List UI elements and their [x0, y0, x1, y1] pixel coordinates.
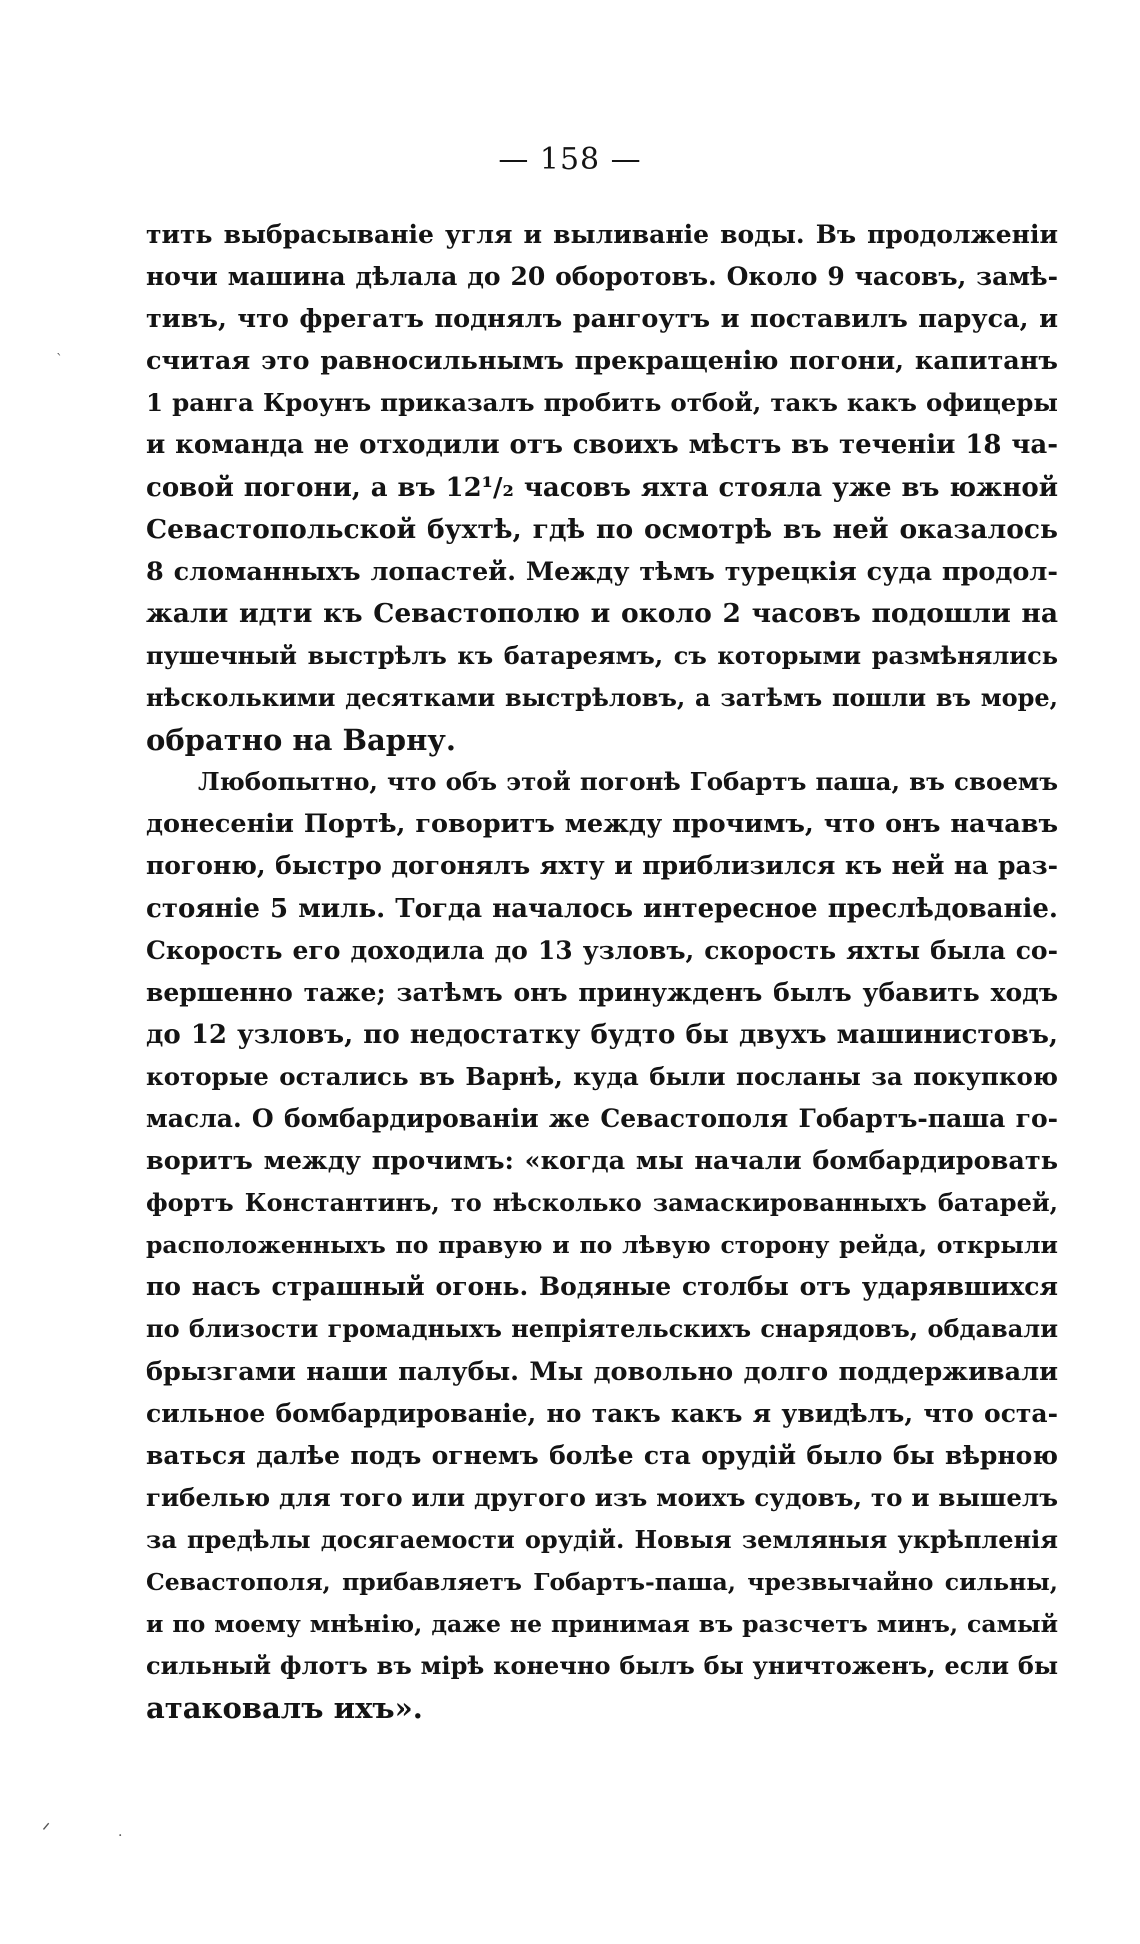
text-line: погоню, быстро догонялъ яхту и приблизился къ ней на раз-: [146, 851, 1058, 881]
text-line: которые остались въ Варнѣ, куда были посланы за покупкою: [146, 1061, 1058, 1091]
text-line: гибелью для того или другого изъ моихъ судовъ, то и вышелъ: [146, 1482, 1058, 1512]
text-line: фортъ Константинъ, то нѣсколько замаскированныхъ батарей,: [146, 1188, 1058, 1218]
text-line: совой погони, а въ 12¹/₂ часовъ яхта стояла уже въ южной: [146, 472, 1058, 503]
text-line: Скорость его доходила до 13 узловъ, скорость яхты была со-: [146, 935, 1058, 965]
text-line: ночи машина дѣлала до 20 оборотовъ. Около 9 часовъ, замѣ-: [146, 262, 1058, 292]
text-line: 8 сломанныхъ лопастей. Между тѣмъ турецкія суда продол-: [146, 556, 1058, 587]
text-line: и по моему мнѣнію, даже не принимая въ разсчетъ минъ, самый: [146, 1610, 1058, 1639]
paragraph-1: [146, 214, 1058, 761]
body-text: [146, 214, 1058, 1729]
margin-stroke-mark: ᐟ: [42, 1818, 51, 1842]
text-line: 1 ранга Кроунъ приказалъ пробить отбой, такъ какъ офицеры: [146, 388, 1058, 418]
text-line: тивъ, что фрегатъ поднялъ рангоутъ и поставилъ паруса, и: [146, 304, 1058, 335]
text-line: сильное бомбардированіе, но такъ какъ я увидѣлъ, что оста-: [146, 1398, 1058, 1428]
page-number: — 158 —: [498, 142, 642, 177]
text-line: тить выбрасываніе угля и выливаніе воды. Въ продолженіи: [146, 220, 1058, 249]
text-line: донесеніи Портѣ, говоритъ между прочимъ, что онъ начавъ: [146, 809, 1058, 840]
margin-dot-mark: ·: [118, 1828, 123, 1844]
text-line: считая это равносильнымъ прекращенію погони, капитанъ: [146, 346, 1058, 377]
text-line: по близости громадныхъ непріятельскихъ снарядовъ, обдавали: [146, 1314, 1058, 1344]
text-line: обратно на Варну.: [146, 723, 456, 758]
text-line: пушечный выстрѣлъ къ батареямъ, съ которыми размѣнялись: [146, 640, 1058, 670]
text-line: масла. О бомбардированіи же Севастополя Гобартъ-паша го-: [146, 1103, 1058, 1133]
text-line: ваться далѣе подъ огнемъ болѣе ста орудій было бы вѣрною: [146, 1440, 1058, 1470]
paragraph-2: [146, 761, 1058, 1729]
text-line: брызгами наши палубы. Мы довольно долго поддерживали: [146, 1356, 1058, 1387]
text-line: Севастополя, прибавляетъ Гобартъ-паша, чрезвычайно сильны,: [146, 1568, 1058, 1596]
text-line: жали идти къ Севастополю и около 2 часовъ подошли на: [146, 597, 1058, 629]
text-line: Севастопольской бухтѣ, гдѣ по осмотрѣ въ ней оказалось: [146, 513, 1058, 545]
text-line: атаковалъ ихъ».: [146, 1691, 423, 1726]
text-line: за предѣлы досягаемости орудій. Новыя земляныя укрѣпленія: [146, 1524, 1058, 1554]
text-line: и команда не отходили отъ своихъ мѣстъ въ теченіи 18 ча-: [146, 430, 1058, 461]
text-line: до 12 узловъ, по недостатку будто бы двухъ машинистовъ,: [146, 1019, 1058, 1050]
text-line: расположенныхъ по правую и по лѣвую сторону рейда, открыли: [146, 1231, 1058, 1260]
text-line: вершенно таже; затѣмъ онъ принужденъ былъ убавить ходъ: [146, 977, 1058, 1007]
text-line: сильный флотъ въ мірѣ конечно былъ бы уничтоженъ, если бы: [146, 1651, 1058, 1681]
text-line: воритъ между прочимъ: «когда мы начали бомбардировать: [146, 1146, 1058, 1177]
text-line: нѣсколькими десятками выстрѣловъ, а затѣмъ пошли въ море,: [146, 683, 1058, 713]
text-line: по насъ страшный огонь. Водяные столбы отъ ударявшихся: [146, 1272, 1058, 1302]
margin-tick-mark: `: [56, 352, 63, 368]
text-line: Любопытно, что объ этой погонѣ Гобартъ паша, въ своемъ: [198, 767, 1058, 797]
text-line: стояніе 5 миль. Тогда началось интересное преслѣдованіе.: [146, 893, 1058, 924]
